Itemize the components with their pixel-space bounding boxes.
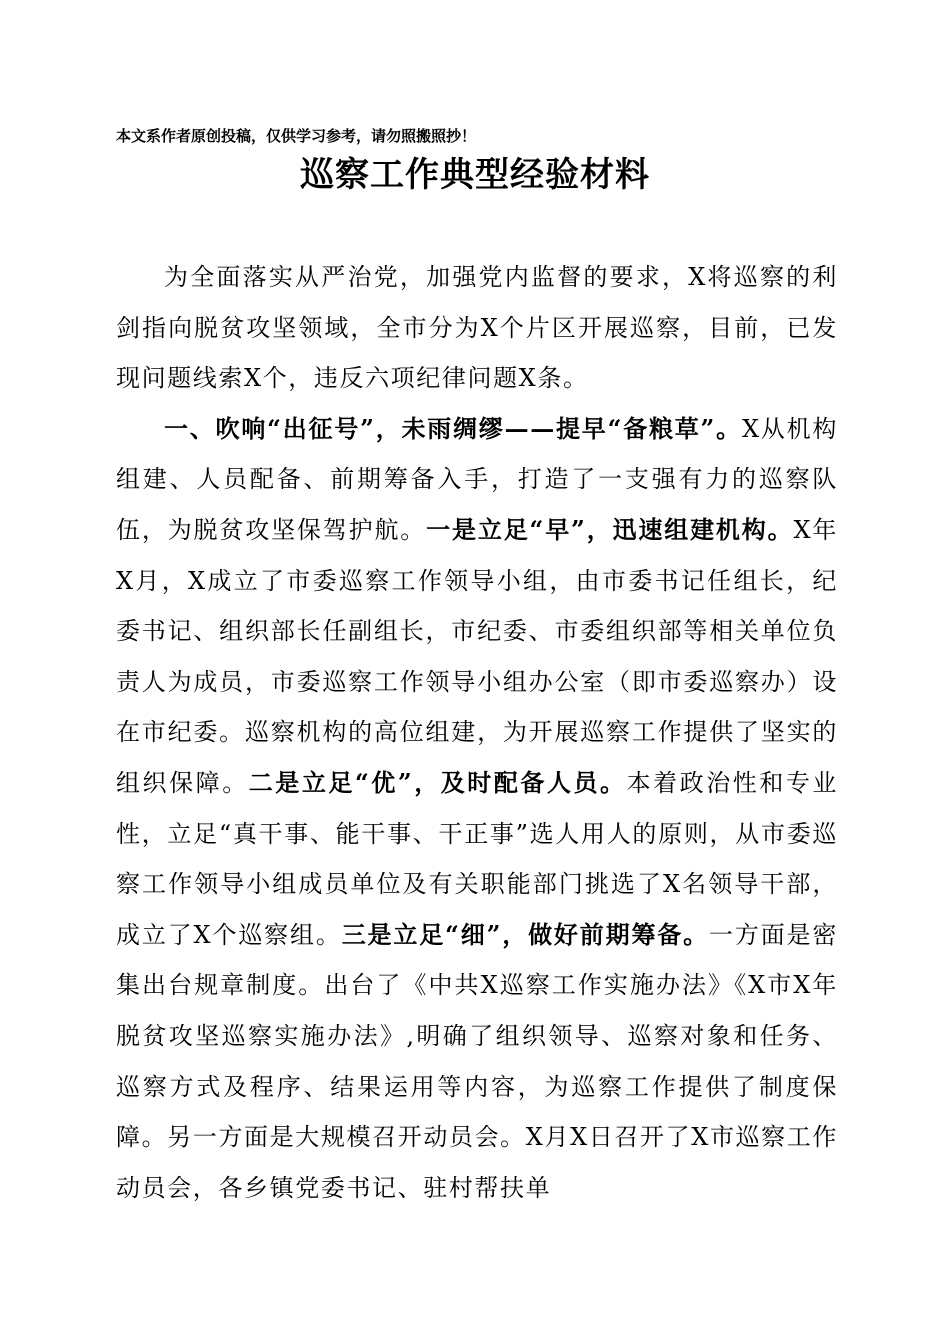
point-1-text: X年X月，X成立了市委巡察工作领导小组，由市委书记任组长，纪委书记、组织部长任副组长，市纪委、市委组织部等相关单位负责人为成员，市委巡察工作领导小组办公室（即市委巡察办）设在市纪委。巡察机构的高位组建，为开展巡察工作提供了坚实的组织保障。	[116, 515, 839, 797]
intro-paragraph: 为全面落实从严治党，加强党内监督的要求，X将巡察的利剑指向脱贫攻坚领域，全市分为X个片区开展巡察，目前，已发现问题线索X个，违反六项纪律问题X条。	[116, 263, 838, 393]
point-1-title: 一是立足“早”，迅速组建机构。	[426, 514, 794, 544]
point-2-text: 本着政治性和专业性，立足“真干事、能干事、干正事”选人用人的原则，从市委巡察工作领导小组成员单位及有关职能部门挑选了X名领导干部，成立了X个巡察组。	[116, 768, 839, 949]
section-1-paragraph	[116, 404, 838, 1214]
point-3-text: 一方面是密集出台规章制度。出台了《中共X巡察工作实施办法》《X市X年脱贫攻坚巡察实施办法》,明确了组织领导、巡察对象和任务、巡察方式及程序、结果运用等内容，为巡察工作提供了制度保障。另一方面是大规模召开动员会。X月X日召开了X市巡察工作动员会，各乡镇党委书记、驻村帮扶单	[116, 920, 838, 1202]
point-2-title: 二是立足“优”，及时配备人员。	[248, 767, 627, 797]
document-body	[116, 252, 838, 1213]
section-1-text: X从机构组建、人员配备、前期筹备入手，打造了一支强有力的巡察队伍，为脱贫攻坚保驾护航。	[116, 414, 838, 544]
point-3-title: 三是立足“细”，做好前期筹备。	[341, 919, 710, 949]
copyright-notice: 本文系作者原创投稿，仅供学习参考，请勿照搬照抄！	[116, 127, 477, 145]
document-title: 巡察工作典型经验材料	[300, 155, 650, 195]
section-1-heading: 一、吹响“出征号”，未雨绸缪——提早“备粮草”。	[164, 413, 742, 443]
